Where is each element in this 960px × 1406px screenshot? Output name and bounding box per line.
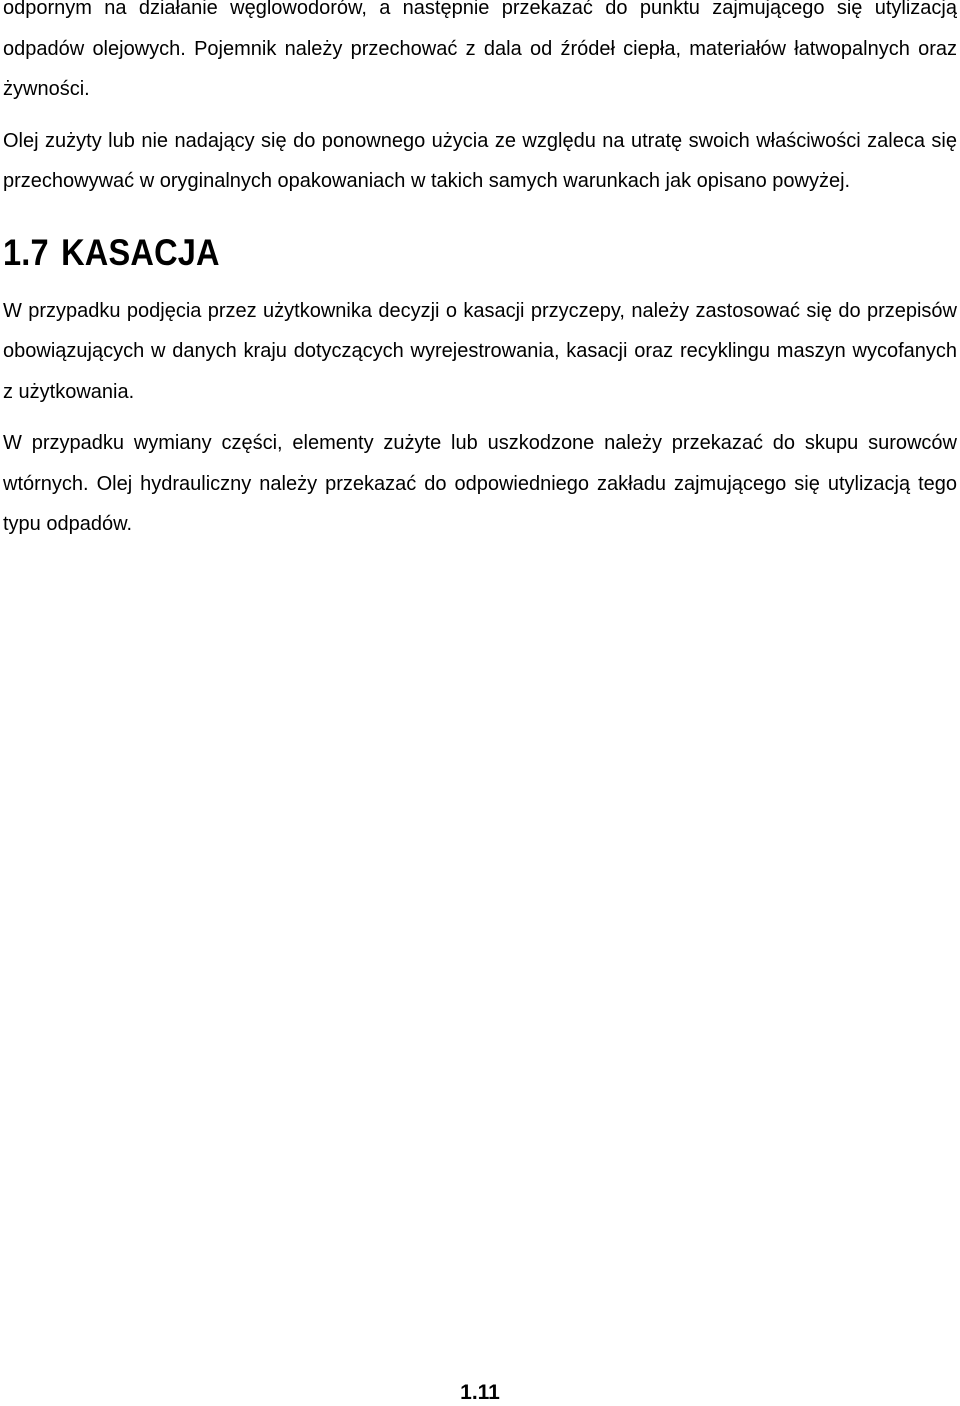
document-page [3, 0, 957, 545]
page-number: 1.11 [460, 1381, 500, 1404]
paragraph-parts-replacement: W przypadku wymiany części, elementy zużyte lub uszkodzone należy przekazać do skupu surowców wtórnych. Olej hydrauliczny należy przekazać do odpowiedniego zakładu zajmującego się utylizacją tego typu odpadów. [3, 432, 957, 535]
section-number: 1.7 [3, 231, 49, 273]
paragraph-oil-storage: odpornym na działanie węglowodorów, a następnie przekazać do punktu zajmującego się utylizacją odpadów olejowych. Pojemnik należy przechować z dala od źródeł ciepła, materiałów łatwopalnych oraz żywności. [3, 0, 957, 100]
paragraph-used-oil: Olej zużyty lub nie nadający się do ponownego użycia ze względu na utratę swoich właściwości zaleca się przechowywać w oryginalnych opakowaniach w takich samych warunkach jak opisano powyżej. [3, 129, 957, 192]
section-title: KASACJA [61, 231, 220, 273]
paragraph-scrapping: W przypadku podjęcia przez użytkownika decyzji o kasacji przyczepy, należy zastosować się do przepisów obowiązujących w danych kraju dotyczących wyrejestrowania, kasacji oraz recyklingu maszyn wycofanych z użytkowania. [3, 299, 957, 403]
section-heading [3, 233, 843, 273]
